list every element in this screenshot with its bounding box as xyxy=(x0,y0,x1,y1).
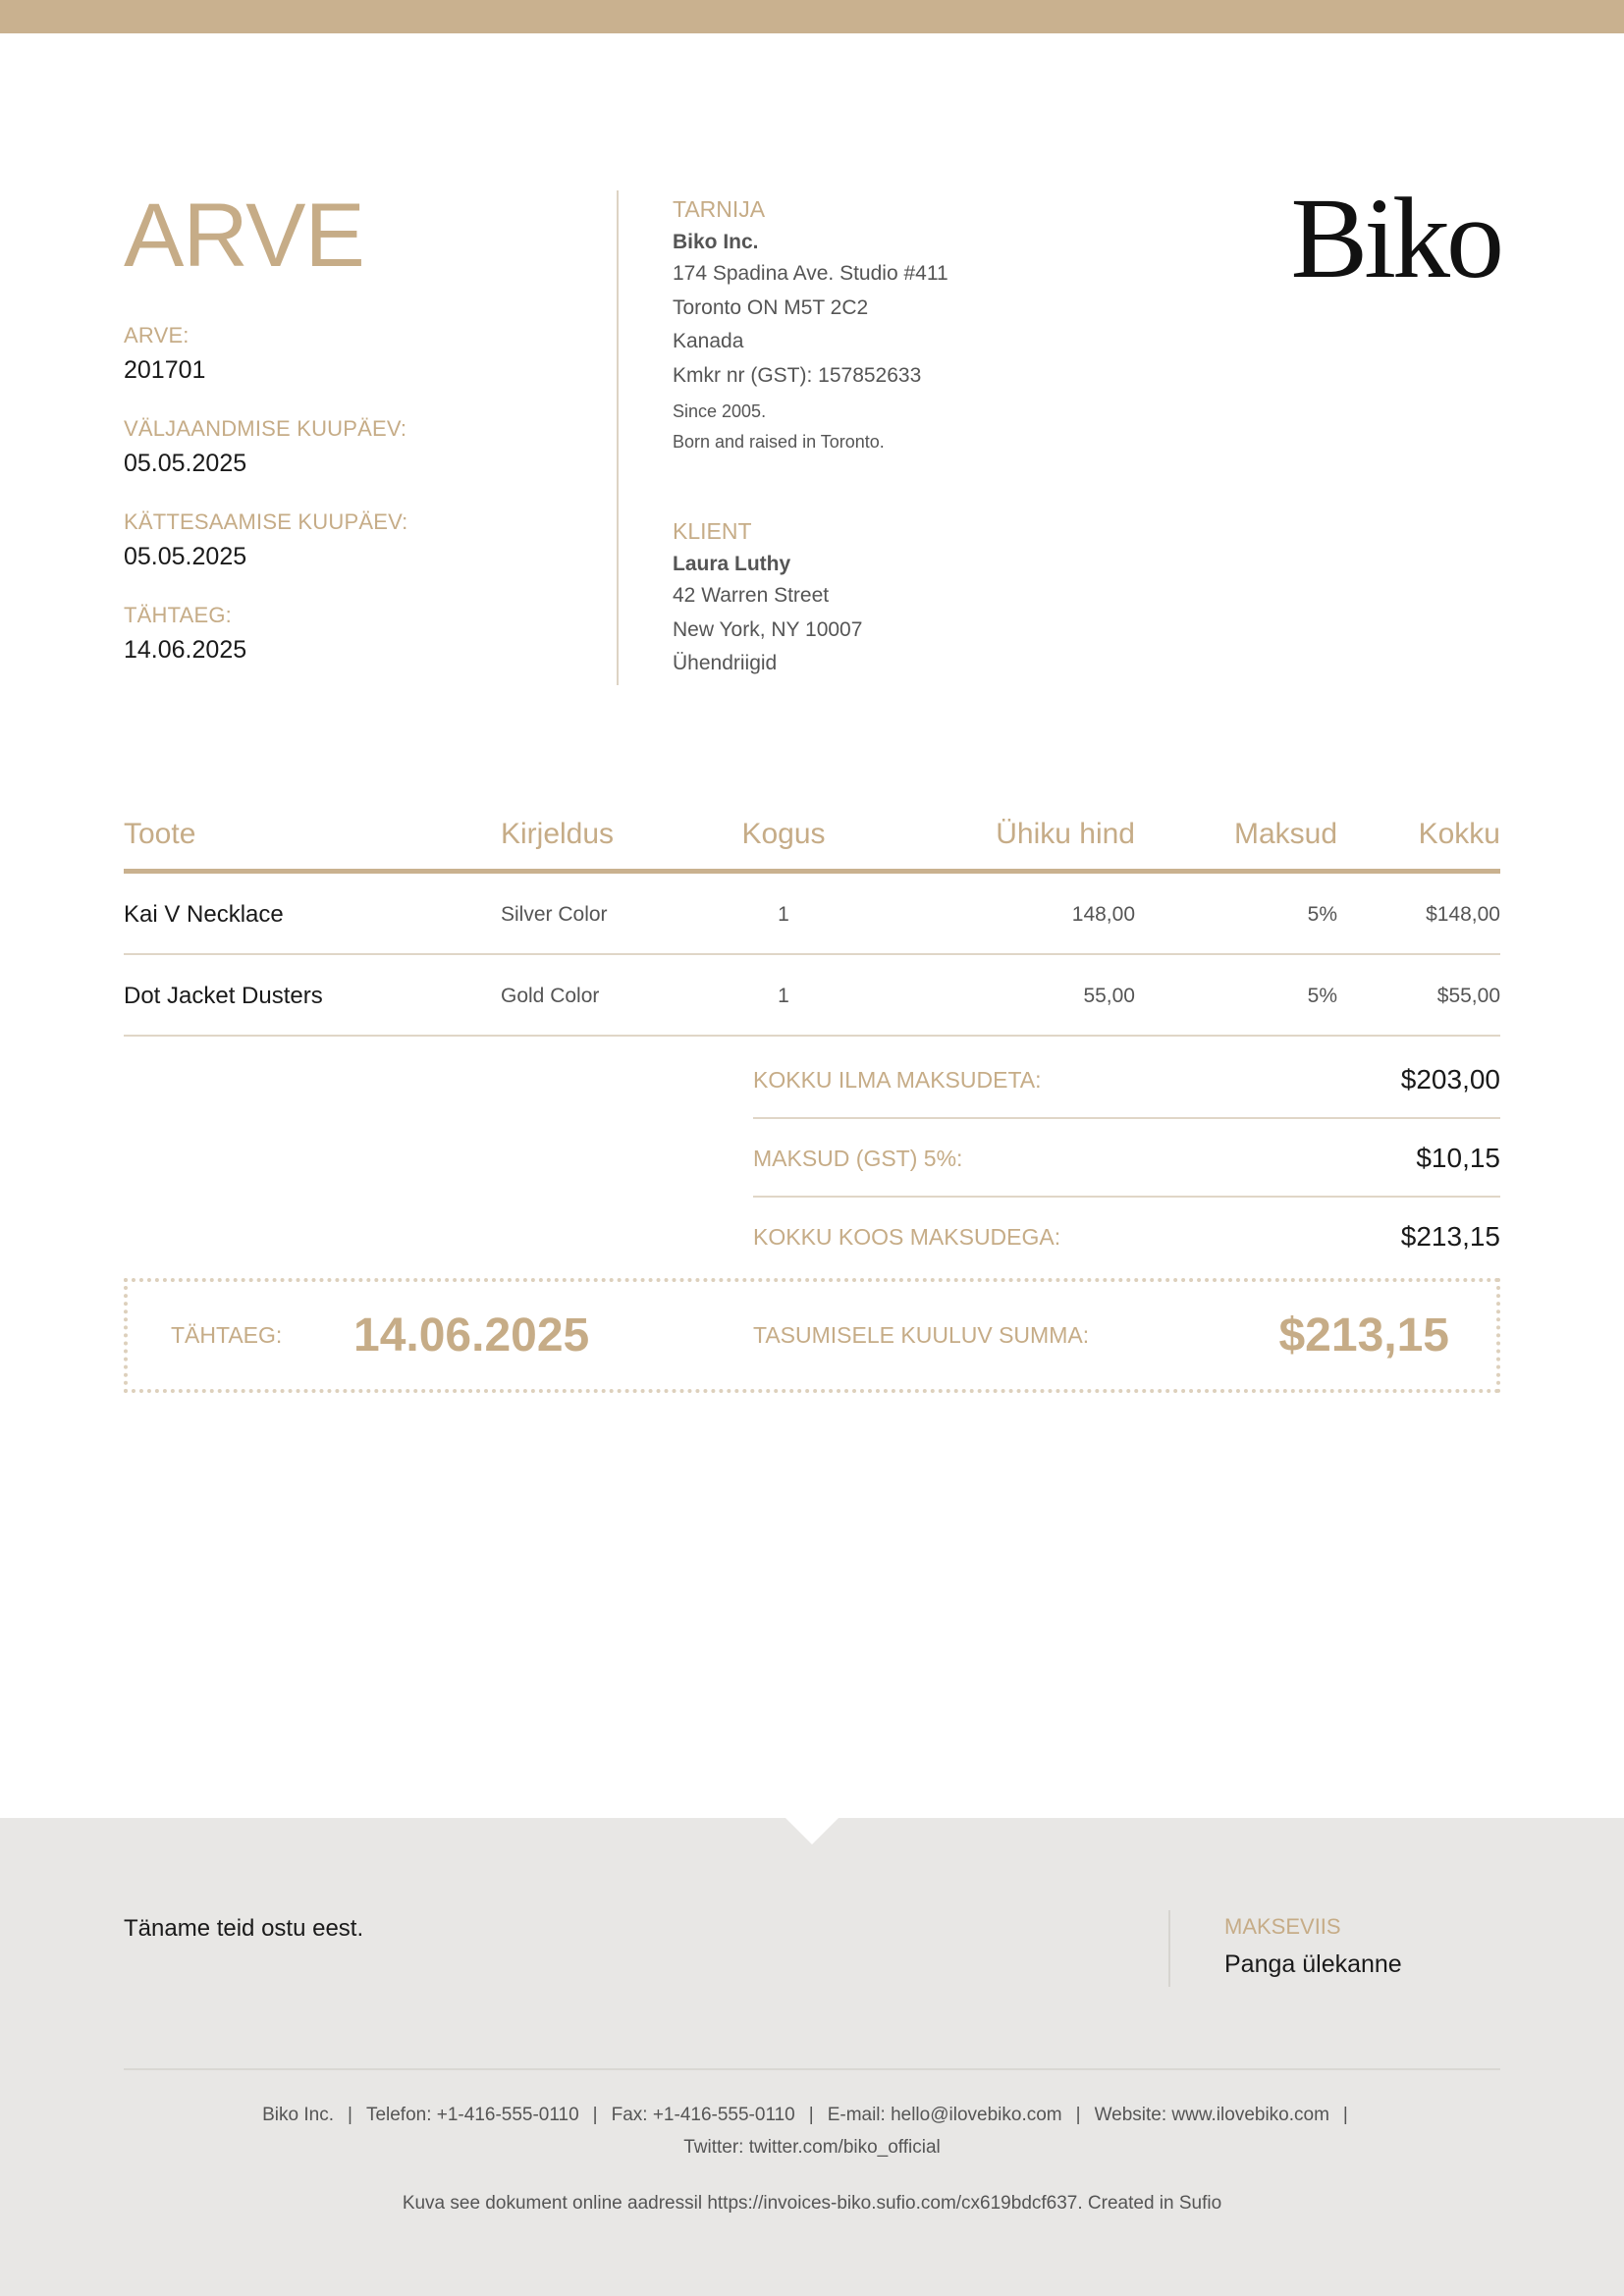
invoice-number-block xyxy=(124,322,595,387)
top-accent-bar xyxy=(0,0,1624,33)
issue-date: 05.05.2025 xyxy=(124,450,247,477)
row-description: Silver Color xyxy=(501,903,608,926)
tax-label: MAKSUD (GST) 5%: xyxy=(753,1146,963,1171)
amount-due-value: $213,15 xyxy=(1278,1309,1449,1362)
header-description: Kirjeldus xyxy=(501,818,615,850)
header-quantity: Kogus xyxy=(741,818,826,850)
contact-separator: | xyxy=(348,2105,352,2125)
table-row xyxy=(124,955,1500,1037)
table-header xyxy=(124,805,1500,874)
amount-due-label: TASUMISELE KUULUV SUMMA: xyxy=(753,1322,1090,1348)
issue-date-label: VÄLJAANDMISE KUUPÄEV: xyxy=(124,416,407,441)
header-divider xyxy=(617,190,619,685)
issue-date-block xyxy=(124,415,595,480)
contact-company: Biko Inc. xyxy=(262,2105,334,2125)
items-table xyxy=(124,805,1500,1037)
due-date-label: TÄHTAEG: xyxy=(124,603,232,627)
amount-due-box xyxy=(124,1278,1500,1393)
contact-separator: | xyxy=(1075,2105,1081,2125)
tax-value: $10,15 xyxy=(1416,1143,1500,1173)
total-row xyxy=(753,1198,1500,1276)
receipt-date-label: KÄTTESAAMISE KUUPÄEV: xyxy=(124,509,408,534)
subtotal-label: KOKKU ILMA MAKSUDETA: xyxy=(753,1067,1042,1093)
row-tax: 5% xyxy=(1307,985,1337,1007)
online-document-note[interactable]: Kuva see dokument online aadressil https://invoices-biko.sufio.com/cx619bdcf637. Created in Sufio xyxy=(402,2193,1222,2214)
supplier-tax-id: Kmkr nr (GST): 157852633 xyxy=(673,363,922,387)
supplier-name: Biko Inc. xyxy=(673,231,759,253)
header-taxes: Maksud xyxy=(1233,818,1337,850)
supplier-block xyxy=(673,194,1222,457)
footer-notch xyxy=(785,1818,839,1844)
footer-rule xyxy=(124,2068,1500,2070)
contact-email[interactable]: E-mail: hello@ilovebiko.com xyxy=(827,2105,1062,2125)
contact-twitter[interactable]: Twitter: twitter.com/biko_official xyxy=(683,2137,941,2158)
supplier-label: TARNIJA xyxy=(673,196,766,222)
row-product: Kai V Necklace xyxy=(124,901,284,928)
row-quantity: 1 xyxy=(778,985,789,1007)
totals-section xyxy=(753,1041,1500,1276)
row-quantity: 1 xyxy=(778,903,789,926)
supplier-country: Kanada xyxy=(673,330,744,352)
row-tax: 5% xyxy=(1307,903,1337,926)
client-name: Laura Luthy xyxy=(673,553,791,575)
supplier-address-line1: 174 Spadina Ave. Studio #411 xyxy=(673,262,948,285)
client-label: KLIENT xyxy=(673,518,752,544)
row-total: $148,00 xyxy=(1426,903,1500,926)
supplier-address-line2: Toronto ON M5T 2C2 xyxy=(673,295,869,319)
row-total: $55,00 xyxy=(1436,985,1500,1007)
due-date-block xyxy=(124,602,595,667)
client-country: Ühendriigid xyxy=(673,652,778,674)
header-unit-price: Ühiku hind xyxy=(996,818,1135,850)
supplier-note-2: Born and raised in Toronto. xyxy=(673,432,885,452)
subtotal-value: $203,00 xyxy=(1400,1064,1500,1095)
header-total: Kokku xyxy=(1418,818,1500,850)
client-block xyxy=(673,516,1222,681)
row-description: Gold Color xyxy=(501,985,600,1007)
row-unit-price: 55,00 xyxy=(1083,985,1135,1007)
row-product: Dot Jacket Dusters xyxy=(124,983,323,1009)
subtotal-row xyxy=(753,1041,1500,1119)
contact-info xyxy=(124,2099,1500,2163)
contact-phone: Telefon: +1-416-555-0110 xyxy=(365,2105,579,2125)
company-logo: Biko xyxy=(1290,174,1500,302)
due-date: 14.06.2025 xyxy=(124,636,247,664)
receipt-date-block xyxy=(124,508,595,573)
thank-you-message: Täname teid ostu eest. xyxy=(124,1915,364,1942)
receipt-date: 05.05.2025 xyxy=(124,543,247,570)
total-value: $213,15 xyxy=(1400,1221,1500,1252)
invoice-title: ARVE xyxy=(124,186,364,286)
contact-separator: | xyxy=(808,2105,814,2125)
footer-divider xyxy=(1168,1910,1170,1987)
client-address-line1: 42 Warren Street xyxy=(673,584,830,607)
footer xyxy=(0,1818,1624,2296)
due-box-date-label: TÄHTAEG: xyxy=(171,1322,283,1348)
due-box-date: 14.06.2025 xyxy=(353,1309,590,1362)
row-unit-price: 148,00 xyxy=(1071,903,1135,926)
contact-separator: | xyxy=(592,2105,598,2125)
payment-method: Panga ülekanne xyxy=(1224,1950,1402,1978)
client-address-line2: New York, NY 10007 xyxy=(673,617,863,641)
header-product: Toote xyxy=(124,818,196,850)
supplier-note-1: Since 2005. xyxy=(673,401,767,421)
contact-fax: Fax: +1-416-555-0110 xyxy=(611,2105,795,2125)
table-row xyxy=(124,874,1500,955)
contact-separator: | xyxy=(1342,2105,1348,2125)
payment-method-label: MAKSEVIIS xyxy=(1224,1914,1341,1939)
invoice-number-label: ARVE: xyxy=(124,323,189,347)
contact-website[interactable]: Website: www.ilovebiko.com xyxy=(1094,2105,1329,2125)
tax-row xyxy=(753,1119,1500,1198)
total-label: KOKKU KOOS MAKSUDEGA: xyxy=(753,1224,1061,1250)
invoice-number: 201701 xyxy=(124,356,206,384)
